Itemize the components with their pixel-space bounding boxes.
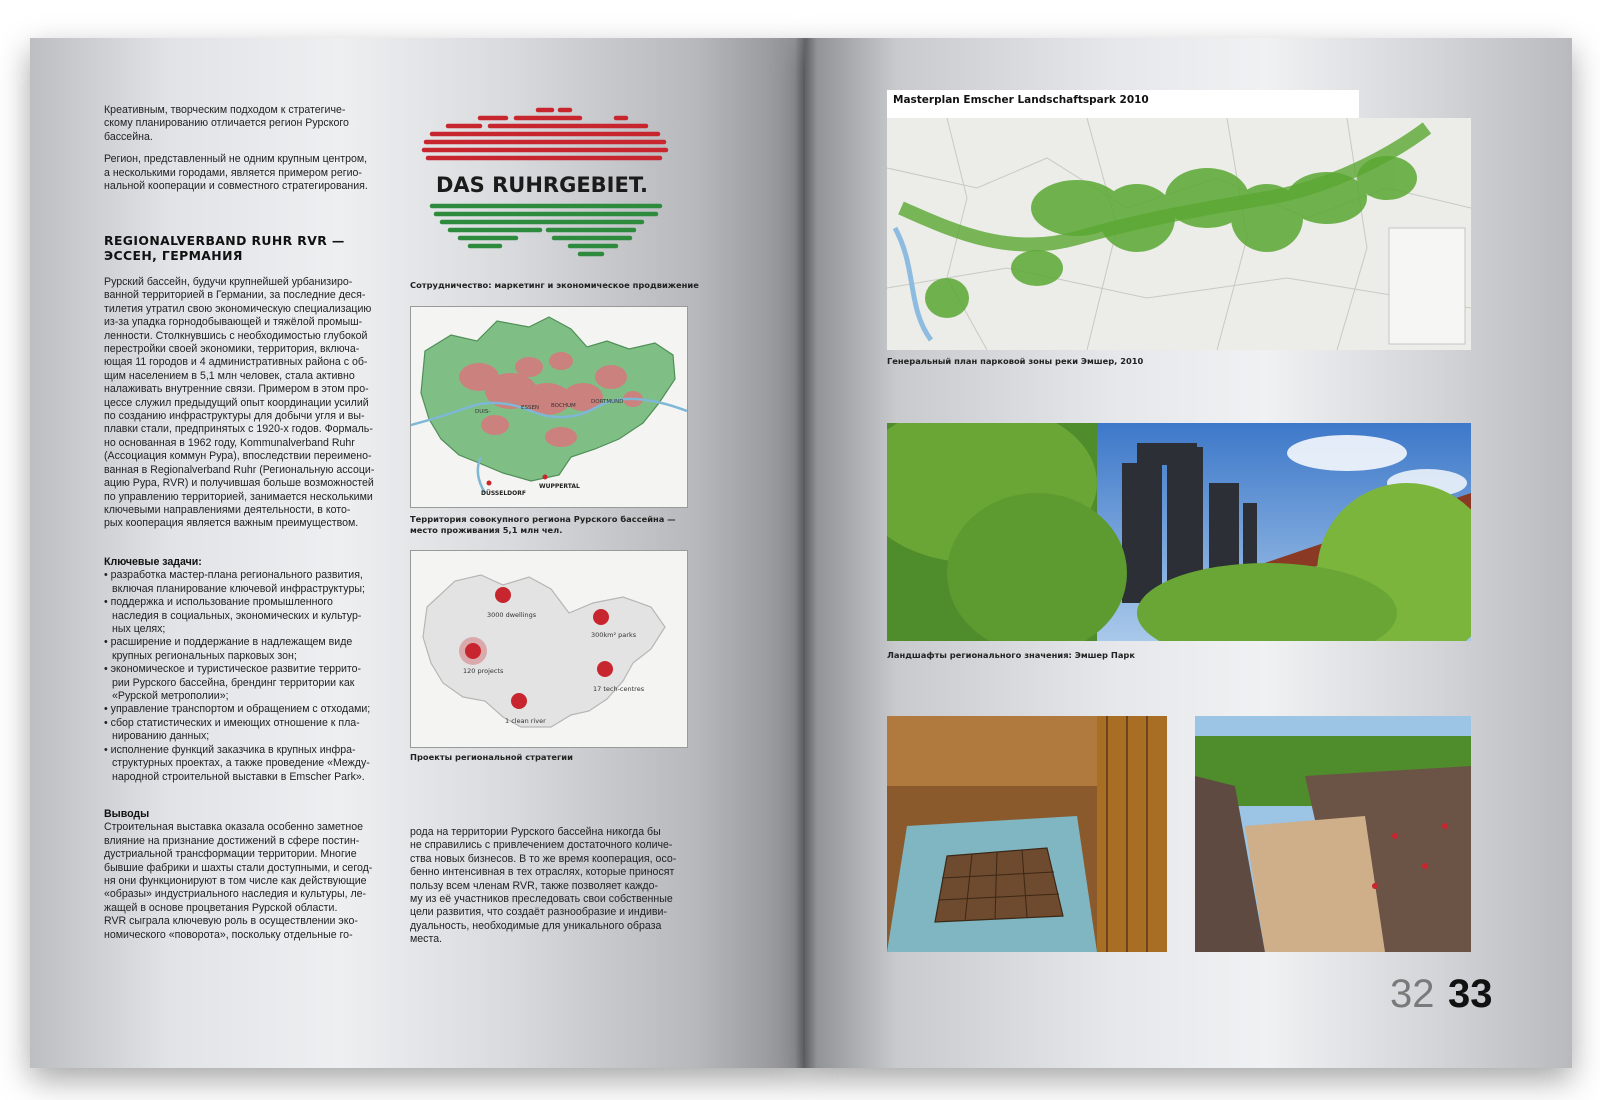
label-parks: 300km² parks: [591, 631, 637, 639]
parks-marker: [593, 609, 609, 625]
intro-paragraph-1: Креативным, творческим подходом к стратегиче- скому планированию отличается регион Рурского бассейна.: [104, 104, 349, 143]
label-dwellings: 3000 dwellings: [487, 611, 537, 619]
conclusions-block: [104, 808, 404, 942]
photo-blast-furnace: [887, 423, 1471, 641]
key-tasks-block: [104, 556, 404, 784]
caption-photo: Ландшафты регионального значения: Эмшер Парк: [887, 650, 1135, 660]
label-projects: 120 projects: [463, 667, 504, 675]
intro-text: [104, 104, 394, 202]
conclusions-text: Строительная выставка оказала особенно заметное влияние на признание достижений в сфере постин- дустриальной трансформации территории. Многие бывшие фабрики и шахты стали доступными, и сегод- ня они функционируют в том числе как действующие «образы» индустриального наследия и культуры, ле- жащей в основе процветания Рурской области. RVR сыграла ключевую роль в осуществлении эко- номического «поворота», поскольку отдельные го-: [104, 821, 373, 941]
logo-red-stripes: [424, 110, 666, 158]
conclusions-title: Выводы: [104, 808, 150, 820]
task-item: • сбор статистических и имеющих отношение к пла- нированию данных;: [104, 716, 360, 743]
masterplan-title-bar: [887, 90, 1359, 121]
masterplan-legend: [1389, 228, 1465, 344]
map-label-duisburg: DUIS-: [475, 409, 491, 415]
task-item: • исполнение функций заказчика в крупных инфра- структурных проектах, а также проведение «Между- народной строительной выставки в Emscher Park».: [104, 743, 370, 783]
region-map-frame: [410, 306, 688, 508]
dusseldorf-marker: [487, 481, 492, 486]
page-number-right: 33: [1448, 972, 1493, 1016]
left-page: [30, 38, 805, 1068]
intro-paragraph-2: Регион, представленный не одним крупным центром, а несколькими городами, является примером регио- нальной кооперации и совместного стратегирования.: [104, 153, 368, 193]
masterplan-map-graphic: [887, 118, 1471, 350]
task-item: • расширение и поддержание в надлежащем виде крупных региональных парковых зон;: [104, 636, 353, 662]
label-clean-river: 1 clean river: [505, 717, 546, 725]
task-item: • разработка мастер-плана регионального развития, включая планирование ключевой инфраструктуры;: [104, 569, 365, 595]
region-map: [411, 307, 687, 507]
photo-industrial-hall: [887, 716, 1167, 952]
task-item: • управление транспортом и обращением с отходами;: [104, 703, 371, 716]
page-number-left: 32: [1390, 972, 1435, 1016]
ruhrgebiet-logo: [420, 106, 680, 281]
key-tasks-title: Ключевые задачи:: [104, 556, 202, 568]
masterplan-title: Masterplan Emscher Landschaftspark 2010: [893, 94, 1149, 106]
key-tasks-list: [104, 569, 404, 784]
spine-gutter: [795, 38, 817, 1068]
task-item: • экономическое и туристическое развитие террито- рии Рурского бассейна, брендинг территории как «Рурской метрополии»;: [104, 663, 362, 703]
clean-river-marker: [511, 693, 527, 709]
caption-logo: Сотрудничество: маркетинг и экономическое продвижение: [410, 280, 699, 290]
photo-industrial-hall-graphic: [887, 716, 1167, 952]
caption-strategy: Проекты региональной стратегии: [410, 752, 573, 762]
caption-map: Территория совокупного региона Рурского бассейна — место проживания 5,1 млн чел.: [410, 514, 676, 535]
strategy-diagram-frame: [410, 550, 688, 748]
map-label-wuppertal: WUPPERTAL: [539, 483, 580, 490]
logo-text: DAS RUHRGEBIET.: [436, 173, 648, 197]
dwellings-marker: [495, 587, 511, 603]
projects-marker: [465, 643, 481, 659]
ruhrgebiet-logo-graphic: [420, 106, 680, 281]
right-page: [805, 38, 1572, 1068]
label-tech-centres: 17 tech-centres: [593, 685, 645, 693]
strategy-diagram: [411, 551, 687, 747]
photo-climbing-wall-graphic: [1195, 716, 1471, 952]
logo-green-stripes: [432, 206, 660, 254]
map-label-dortmund: DORTMUND: [591, 399, 624, 405]
photo-blast-furnace-graphic: [887, 423, 1471, 641]
photo-climbing-wall: [1195, 716, 1471, 952]
task-item: • поддержка и использование промышленного наследия в социальных, экономических и культур- ных целях;: [104, 596, 362, 636]
wuppertal-marker: [543, 475, 548, 480]
map-label-dusseldorf: DÜSSELDORF: [481, 490, 526, 497]
continuation-text: рода на территории Рурского бассейна никогда бы не справились с привлечением достаточного количе- ства новых бизнесов. В то же время кооперация, осо- бенно интенсивная в тех отраслях, которые приносят пользу всем членам RVR, также позволяет каждо- му из её участников преследовать свои собственные цели развития, что создаёт разнообразие и индиви- дуальность, необходимые для уникального образа места.: [410, 826, 677, 946]
masterplan-map: [887, 118, 1471, 350]
caption-masterplan: Генеральный план парковой зоны реки Эмшер, 2010: [887, 356, 1144, 366]
map-label-essen: ESSEN: [521, 405, 540, 411]
map-label-bochum: BOCHUM: [551, 403, 576, 409]
tech-centres-marker: [597, 661, 613, 677]
section-heading: REGIONALVERBAND RUHR RVR — ЭССЕН, ГЕРМАНИЯ: [104, 233, 345, 263]
main-body-text: Рурский бассейн, будучи крупнейшей урбанизиро- ванной территорией в Германии, за последние деся- тилетия утратил свою экономическую специализацию из-за упадка горнодобывающей и тяжёлой промыш- ленности. Столкнувшись с необходимостью глубокой перестройки своей экономики, территория, включа- ющая 11 городов и 4 административных района с об- щим населением в 5,1 млн человек, стала активно налаживать внутренние связи. Примером в этом про- цессе служил предыдущий опыт координации усилий по созданию инфраструктуры для добычи угля и вы- плавки стали, предпринятых с 1920-х годов. Формаль- но основанная в 1962 году, Kommunalverband Ruhr (Ассоциация коммун Рура), впоследствии переимено- ванная в Regionalverband Ruhr (Региональную ассоци- ацию Рура, RVR) и получившая больше возможностей по управлению территорией, занимается несколькими ключевыми направлениями деятельности, в кото- рых кооперация является важным преимуществом.: [104, 276, 375, 530]
